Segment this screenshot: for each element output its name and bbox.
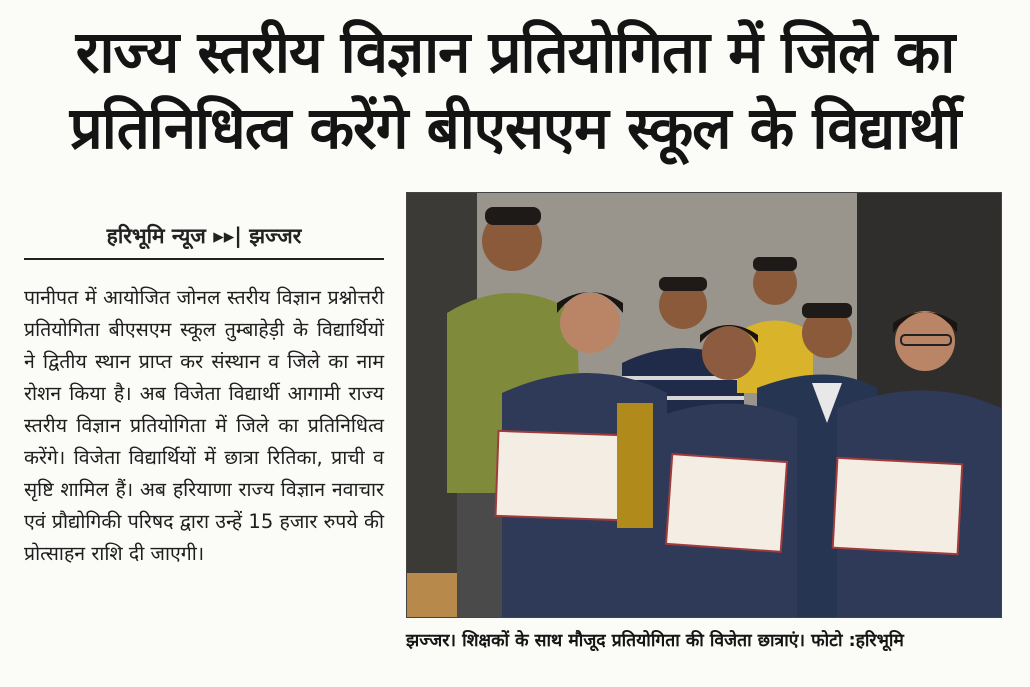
byline-divider xyxy=(24,258,384,260)
article-body: पानीपत में आयोजित जोनल स्तरीय विज्ञान प्रश्नोत्तरी प्रतियोगिता बीएसएम स्कूल तुम्बाहेड़ी के विद्यार्थियों ने द्वितीय स्थान प्राप्त कर संस्थान व जिले का नाम रोशन किया है। अब विजेता विद्यार्थी आगामी राज्य स्तरीय विज्ञान प्रतियोगिता में जिले का प्रतिनिधित्व करेंगे। विजेता विद्यार्थियों में छात्रा रितिका, प्राची व सृष्टि शामिल हैं। अब हरियाणा राज्य विज्ञान नवाचार एवं प्रौद्योगिकी परिषद द्वारा उन्हें 15 हजार रुपये की प्रोत्साहन राशि दी जाएगी। xyxy=(24,286,384,565)
news-photo xyxy=(406,192,1002,618)
byline: हरिभूमि न्यूज ▸▸| झज्जर xyxy=(106,224,302,248)
headline-line-1: राज्य स्तरीय विज्ञान प्रतियोगिता में जिले का xyxy=(75,18,955,86)
headline xyxy=(0,0,1030,166)
headline-line-2: प्रतिनिधित्व करेंगे बीएसएम स्कूल के विद्यार्थी xyxy=(69,94,961,162)
photo-caption: झज्जर। शिक्षकों के साथ मौजूद प्रतियोगिता की विजेता छात्राएं। फोटो :हरिभूमि xyxy=(406,631,904,651)
photo-illustration xyxy=(407,193,1001,617)
